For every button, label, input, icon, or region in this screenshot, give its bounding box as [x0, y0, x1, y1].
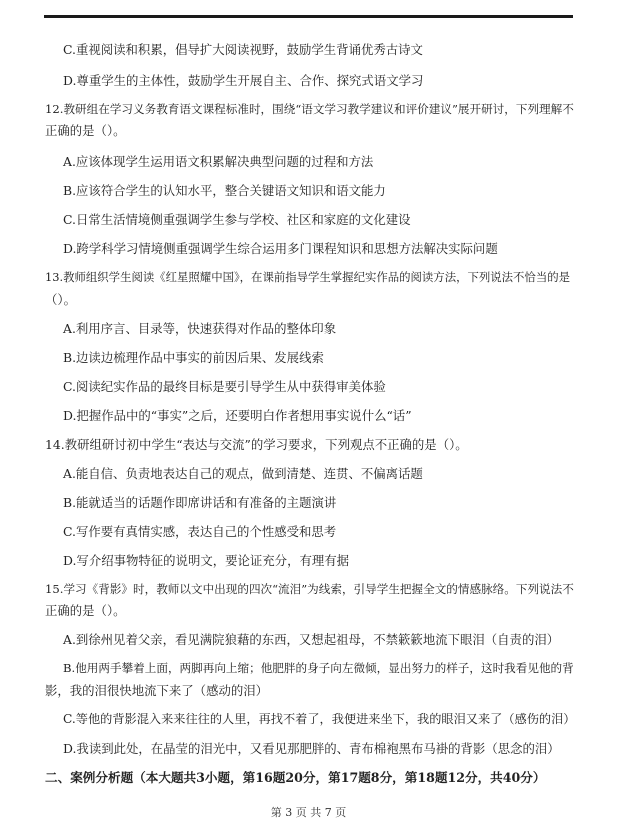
q13-option-d: D.把握作品中的“事实”之后，还要明白作者想用事实说什么“话”: [63, 408, 412, 423]
q15-option-a: A.到徐州见着父亲，看见满院狼藉的东西，又想起祖母，不禁簌簌地流下眼泪（自责的泪）: [63, 632, 560, 647]
q15-option-b: B.他用两手攀着上面，两脚再向上缩；他肥胖的身子向左微倾，显出努力的样子，这时我看见他的背: [63, 661, 574, 675]
q13-stem-cont: （）。: [45, 292, 76, 307]
q11-option-d: D.尊重学生的主体性，鼓励学生开展自主、合作、探究式语文学习: [63, 73, 424, 88]
q14-option-b: B.能就适当的话题作即席讲话和有准备的主题演讲: [63, 495, 337, 510]
q14-option-d: D.写介绍事物特征的说明文，要论证充分，有理有据: [63, 553, 350, 568]
q12-option-c: C.日常生活情境侧重强调学生参与学校、社区和家庭的文化建设: [63, 212, 411, 227]
q13-option-a: A.利用序言、目录等，快速获得对作品的整体印象: [63, 321, 337, 336]
q12-stem-cont: 正确的是（）。: [45, 123, 126, 138]
q11-option-c: C.重视阅读和积累，倡导扩大阅读视野，鼓励学生背诵优秀古诗文: [63, 42, 423, 57]
q12-option-a: A.应该体现学生运用语文积累解决典型问题的过程和方法: [63, 154, 374, 169]
header-rule: [44, 15, 573, 18]
q13-option-b: B.边读边梳理作品中事实的前因后果、发展线索: [63, 350, 324, 365]
q15-stem: 15.学习《背影》时，教师以文中出现的四次“流泪”为线索，引导学生把握全文的情感脉络。下列说法不: [45, 582, 574, 596]
page-footer: 第 3 页 共 7 页: [270, 806, 347, 819]
q12-option-d: D.跨学科学习情境侧重强调学生综合运用多门课程知识和思想方法解决实际问题: [63, 241, 498, 256]
q12-option-b: B.应该符合学生的认知水平，整合关键语文知识和语文能力: [63, 183, 386, 198]
q12-stem: 12.教研组在学习义务教育语文课程标准时，围绕“语文学习教学建议和评价建议”展开研讨，下列理解不: [45, 102, 574, 116]
q15-option-b-cont: 影，我的泪很快地流下来了（感动的泪）: [45, 683, 269, 698]
q13-option-c: C.阅读纪实作品的最终目标是要引导学生从中获得审美体验: [63, 379, 386, 394]
q15-option-c: C.等他的背影混入来来往往的人里，再找不着了，我便进来坐下，我的眼泪又来了（感伤的泪）: [63, 712, 576, 726]
q15-option-d: D.我读到此处，在晶莹的泪光中，又看见那肥胖的、青布棉袍黑布马褂的背影（思念的泪）: [63, 741, 560, 756]
q15-stem-cont: 正确的是（）。: [45, 603, 126, 618]
q14-option-a: A.能自信、负责地表达自己的观点，做到清楚、连贯、不偏离话题: [63, 466, 423, 481]
q14-stem: 14.教研组研讨初中学生“表达与交流”的学习要求，下列观点不正确的是（）。: [45, 437, 468, 452]
q13-stem: 13.教师组织学生阅读《红星照耀中国》，在课前指导学生掌握纪实作品的阅读方法，下列说法不恰当的是: [45, 270, 570, 284]
q14-option-c: C.写作要有真情实感，表达自己的个性感受和思考: [63, 524, 337, 539]
section-2-heading: 二、案例分析题（本大题共3小题，第16题20分，第17题8分，第18题12分，共40分）: [45, 770, 546, 785]
